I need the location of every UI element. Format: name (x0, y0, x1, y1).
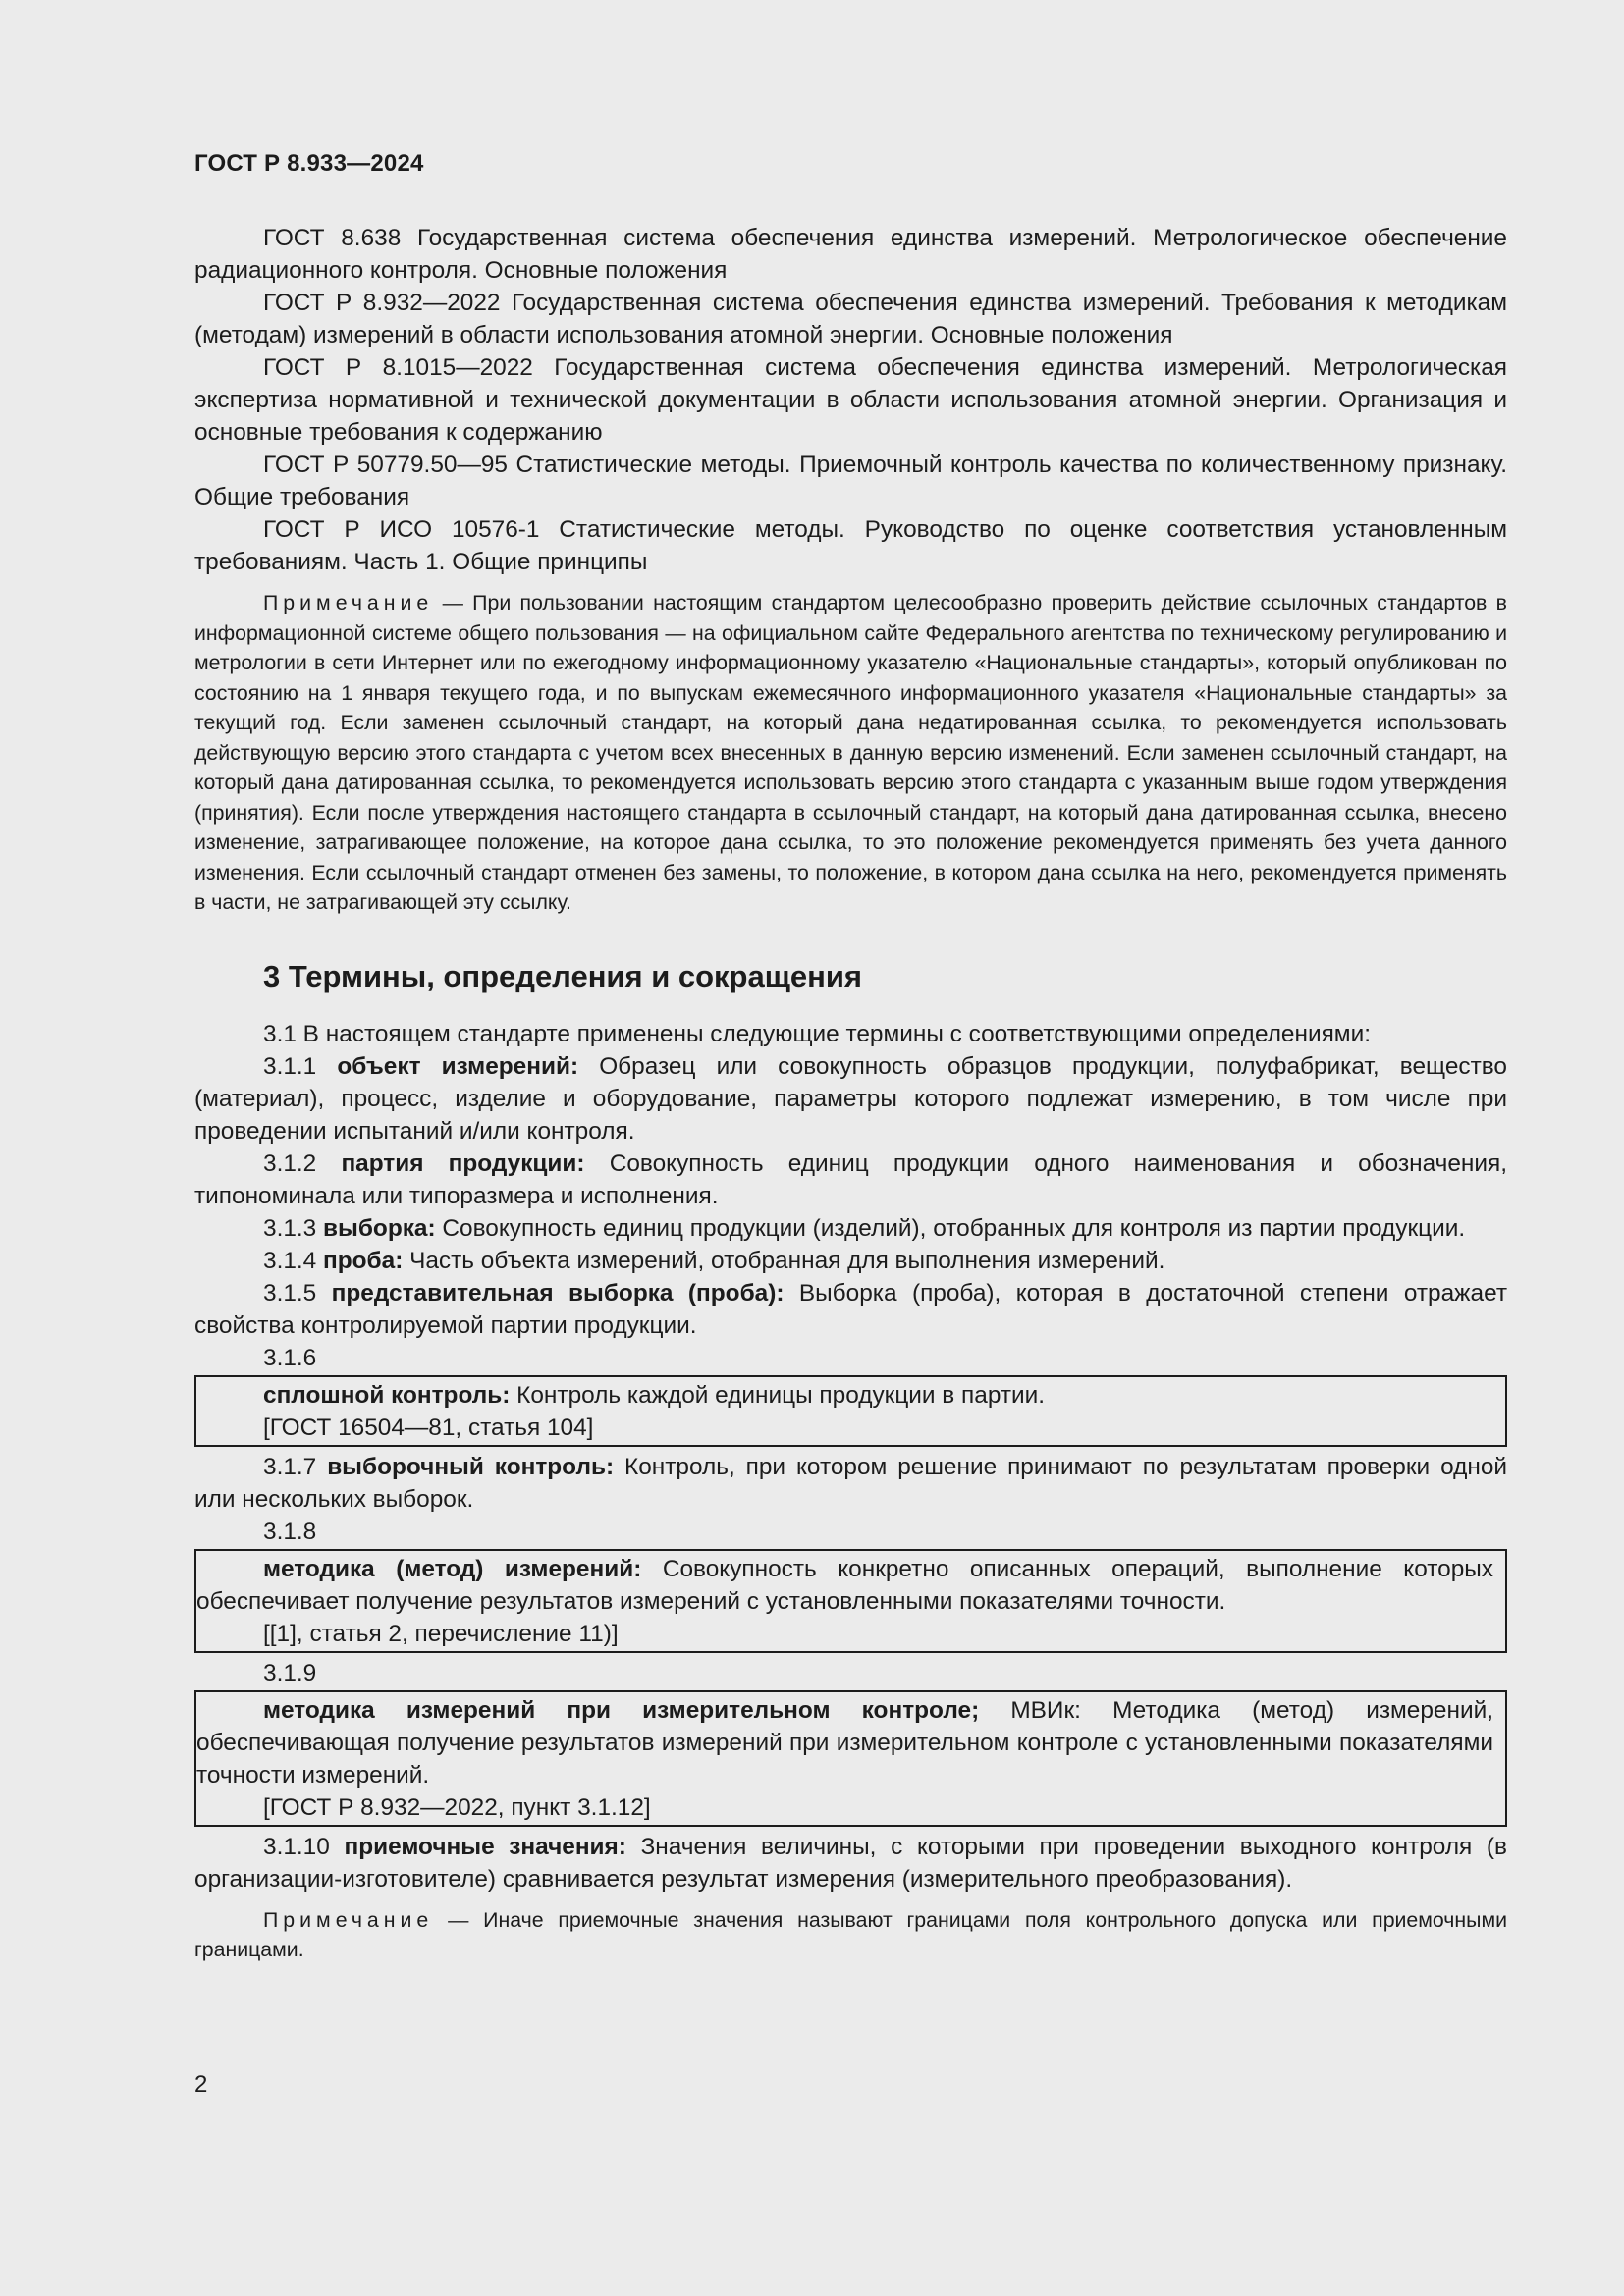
reference-item: ГОСТ 8.638 Государственная система обеспечения единства измерений. Метрологическое обеспечение радиационного контроля. Основные положения (194, 225, 1507, 284)
term-name: объект измерений: (337, 1052, 579, 1080)
term-3-1-10: 3.1.10 приемочные значения: Значения величины, с которыми при проведении выходного контроля (в организации-изготовителе) сравнивается результат измерения (измерительного преобразования). (194, 1833, 1507, 1893)
term-name: сплошной контроль: (263, 1381, 511, 1409)
term-definition: МВИк: Методика (метод) измерений, обеспечивающая получение результатов измерений при измерительном контроле с установленными показателями точности измерений. (196, 1696, 1493, 1789)
term-definition: Совокупность единиц продукции одного наименования и обозначения, типономинала или типоразмера и исполнения. (194, 1149, 1508, 1209)
term-name: партия продукции: (341, 1149, 585, 1177)
section-intro: 3.1 В настоящем стандарте применены следующие термины с соответствующими определениями: (263, 1020, 1371, 1047)
term-number: 3.1.6 (263, 1344, 317, 1371)
term-name: методика (метод) измерений: (263, 1555, 642, 1582)
term-box-3-1-9 (194, 1690, 1507, 1827)
term-box-3-1-6 (194, 1375, 1507, 1447)
term-3-1-4: 3.1.4 проба: Часть объекта измерений, отобранная для выполнения измерений. (263, 1247, 1165, 1274)
note-acceptance (194, 1905, 1507, 1965)
term-definition: Контроль каждой единицы продукции в партии. (510, 1381, 1046, 1409)
document-body (194, 222, 1507, 1965)
term-3-1-5: 3.1.5 представительная выборка (проба): Выборка (проба), которая в достаточной степени отражает свойства контролируемой партии продукции. (194, 1279, 1507, 1339)
section-heading: 3 Термины, определения и сокращения (263, 958, 862, 993)
document-header: ГОСТ Р 8.933—2024 (194, 150, 424, 177)
term-3-1-1: 3.1.1 объект измерений: Образец или совокупность образцов продукции, полуфабрикат, вещество (материал), процесс, изделие и оборудование, параметры которого подлежат измерению, в том числе при проведении испытаний и/или контроля. (194, 1052, 1507, 1145)
term-name: выборка: (323, 1214, 436, 1242)
reference-item: ГОСТ Р 50779.50—95 Статистические методы. Приемочный контроль качества по количественному признаку. Общие требования (194, 452, 1507, 510)
note-text: — При пользовании настоящим стандартом целесообразно проверить действие ссылочных стандартов в информационной системе общего пользования — на официальном сайте Федерального агентства по техническому регулированию и метрологии в сети Интернет или по ежегодному информационному указателю «Национальные стандарты», который опубликован по состоянию на 1 января текущего года, и по выпускам ежемесячного информационного указателя «Национальные стандарты» за текущий год. Если заменен ссылочный стандарт, на который дана недатированная ссылка, то рекомендуется использовать действующую версию этого стандарта с учетом всех внесенных в данную версию изменений. Если заменен ссылочный стандарт, на который дана датированная ссылка, то рекомендуется использовать версию этого стандарта с указанным выше годом утверждения (принятия). Если после утверждения настоящего стандарта в ссылочный стандарт, на который дана датированная ссылка, внесено изменение, затрагивающее положение, на которое дана ссылка, то это положение рекомендуется применять без учета данного изменения. Если ссылочный стандарт отменен без замены, то положение, в котором дана ссылка на него, рекомендуется применять в части, не затрагивающей эту ссылку. (194, 591, 1507, 914)
reference-item: ГОСТ Р 8.932—2022 Государственная система обеспечения единства измерений. Требования к методикам (методам) измерений в области использования атомной энергии. Основные положения (194, 290, 1507, 348)
note-text: — Иначе приемочные значения называют границами поля контрольного допуска или приемочными границами. (194, 1907, 1507, 1961)
term-name: приемочные значения: (344, 1833, 626, 1860)
note-references (194, 588, 1507, 918)
term-definition: Контроль, при котором решение принимают по результатам проверки одной или нескольких выборок. (194, 1453, 1508, 1513)
term-definition: Совокупность конкретно описанных операций, выполнение которых обеспечивает получение результатов измерений с установленными показателями точности. (196, 1555, 1493, 1615)
term-number: 3.1.8 (263, 1518, 317, 1545)
term-source: [[1], статья 2, перечисление 11)] (263, 1620, 619, 1647)
term-definition: Совокупность единиц продукции (изделий), отобранных для контроля из партии продукции. (435, 1214, 1466, 1242)
note-label: Примечание (263, 591, 434, 614)
reference-item: ГОСТ Р 8.1015—2022 Государственная система обеспечения единства измерений. Метрологическая экспертиза нормативной и технической документации в области использования атомной энергии. Организация и основные требования к содержанию (194, 354, 1507, 446)
term-name: проба: (323, 1247, 404, 1274)
term-3-1-2: 3.1.2 партия продукции: Совокупность единиц продукции одного наименования и обозначения, типономинала или типоразмера и исполнения. (194, 1149, 1508, 1209)
reference-item: ГОСТ Р ИСО 10576-1 Статистические методы. Руководство по оценке соответствия установленным требованиям. Часть 1. Общие принципы (194, 516, 1507, 575)
term-number: 3.1.9 (263, 1659, 317, 1686)
term-box-3-1-8 (194, 1549, 1507, 1653)
term-3-1-7: 3.1.7 выборочный контроль: Контроль, при котором решение принимают по результатам проверки одной или нескольких выборок. (194, 1453, 1508, 1513)
term-definition: Выборка (проба), которая в достаточной степени отражает свойства контролируемой партии продукции. (194, 1279, 1507, 1339)
term-name: представительная выборка (проба): (331, 1279, 785, 1307)
page-number: 2 (194, 2071, 208, 2098)
term-name: выборочный контроль: (327, 1453, 615, 1480)
term-name: методика измерений при измерительном контроле; (263, 1696, 980, 1724)
term-definition: Образец или совокупность образцов продукции, полуфабрикат, вещество (материал), процесс, изделие и оборудование, параметры которого подлежат измерению, в том числе при проведении испытаний и/или контроля. (194, 1052, 1507, 1145)
term-3-1-3: 3.1.3 выборка: Совокупность единиц продукции (изделий), отобранных для контроля из партии продукции. (263, 1214, 1466, 1242)
term-source: [ГОСТ Р 8.932—2022, пункт 3.1.12] (263, 1793, 651, 1821)
term-definition: Часть объекта измерений, отобранная для выполнения измерений. (403, 1247, 1165, 1274)
note-label: Примечание (263, 1907, 434, 1932)
term-definition: Значения величины, с которыми при проведении выходного контроля (в организации-изготовителе) сравнивается результат измерения (измерительного преобразования). (194, 1833, 1507, 1893)
term-source: [ГОСТ 16504—81, статья 104] (263, 1414, 594, 1441)
